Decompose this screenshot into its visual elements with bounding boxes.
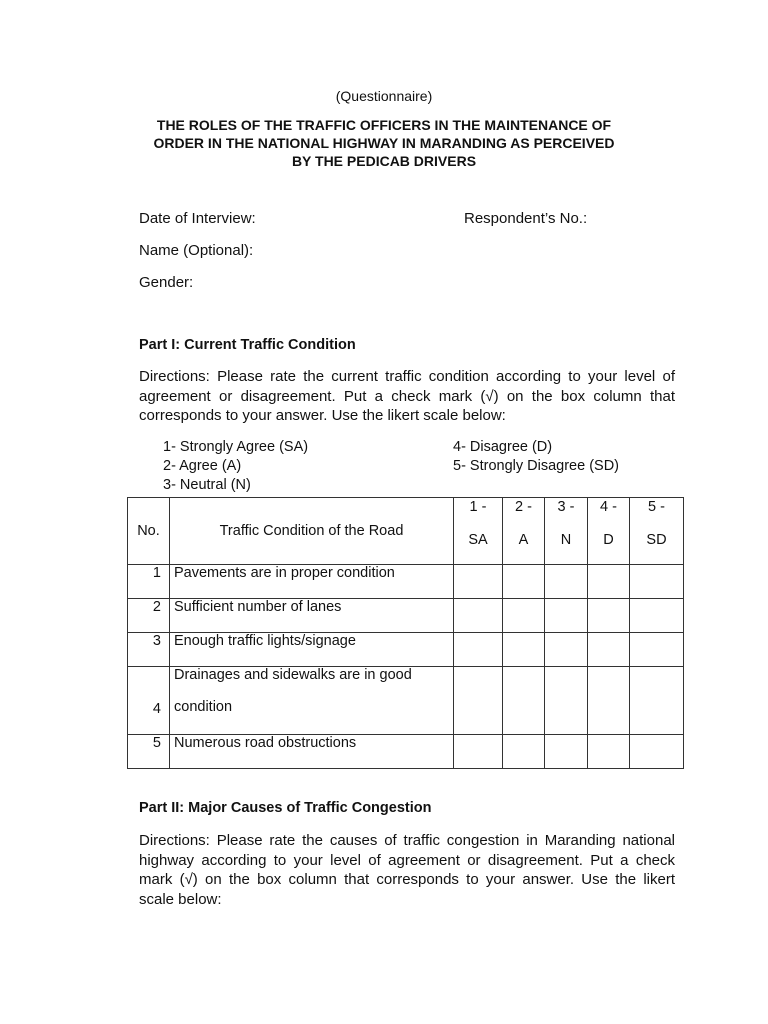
- column-header-d: [588, 498, 630, 565]
- name-label: Name (Optional):: [139, 242, 254, 259]
- likert-scale-left: [163, 438, 308, 495]
- document-subtitle: (Questionnaire): [335, 88, 433, 104]
- rating-cell-d[interactable]: [588, 735, 630, 769]
- table-header-row: [128, 498, 684, 565]
- rating-cell-d[interactable]: [588, 565, 630, 599]
- table-row: [128, 667, 684, 735]
- column-num-3: 3 -: [557, 499, 575, 515]
- column-abbr-n: N: [560, 532, 572, 548]
- no-column-header: No.: [128, 498, 170, 565]
- part1-directions: [139, 367, 675, 426]
- rating-cell-a[interactable]: [503, 735, 545, 769]
- rating-cell-n[interactable]: [545, 599, 588, 633]
- part2-heading: Part II: Major Causes of Traffic Congestion: [139, 800, 432, 816]
- part2-directions-line-2: highway according to your level of agreement or disagreement. Put a check: [139, 851, 675, 869]
- column-abbr-a: A: [518, 532, 529, 548]
- scale-item-1: 1- Strongly Agree (SA): [163, 439, 309, 455]
- rating-cell-sd[interactable]: [630, 633, 684, 667]
- rating-cell-d[interactable]: [588, 599, 630, 633]
- row-text: Enough traffic lights/signage: [170, 633, 454, 667]
- row-text: Sufficient number of lanes: [170, 599, 454, 633]
- rating-cell-d[interactable]: [588, 667, 630, 735]
- column-header-sd: [630, 498, 684, 565]
- title-line-1: THE ROLES OF THE TRAFFIC OFFICERS IN THE MAINTENANCE OF: [156, 117, 612, 133]
- rating-cell-n[interactable]: [545, 565, 588, 599]
- rating-cell-n[interactable]: [545, 667, 588, 735]
- column-header-n: [545, 498, 588, 565]
- row-number: 2: [128, 599, 170, 633]
- column-num-4: 4 -: [600, 499, 617, 515]
- column-num-1: 1 -: [469, 499, 487, 515]
- title-line-2: ORDER IN THE NATIONAL HIGHWAY IN MARANDING AS PERCEIVED: [153, 135, 615, 151]
- scale-item-4: 4- Disagree (D): [453, 439, 553, 455]
- scale-item-3: 3- Neutral (N): [163, 477, 251, 493]
- part1-directions-line-3: corresponds to your answer. Use the likert scale below:: [139, 407, 506, 424]
- table-row: [128, 633, 684, 667]
- row-text-line-2: condition: [174, 699, 233, 715]
- part1-directions-line-2: agreement or disagreement. Put a check mark (√) on the box column that: [139, 387, 675, 405]
- gender-label: Gender:: [139, 274, 194, 291]
- rating-cell-sd[interactable]: [630, 735, 684, 769]
- part1-heading: Part I: Current Traffic Condition: [139, 337, 356, 353]
- table-row: [128, 735, 684, 769]
- date-of-interview-label: Date of Interview:: [139, 210, 256, 227]
- column-abbr-sa: SA: [468, 532, 488, 548]
- rating-cell-d[interactable]: [588, 633, 630, 667]
- row-text: [170, 667, 454, 735]
- likert-scale-right: [453, 438, 619, 476]
- rating-cell-sa[interactable]: [454, 667, 503, 735]
- table-row: [128, 599, 684, 633]
- row-text: Numerous road obstructions: [170, 735, 454, 769]
- scale-item-5: 5- Strongly Disagree (SD): [453, 458, 619, 474]
- title-line-3: BY THE PEDICAB DRIVERS: [291, 153, 477, 169]
- rating-cell-n[interactable]: [545, 633, 588, 667]
- rating-cell-sa[interactable]: [454, 735, 503, 769]
- row-number: 4: [128, 667, 170, 735]
- column-header-a: [503, 498, 545, 565]
- rating-cell-sa[interactable]: [454, 633, 503, 667]
- rating-cell-a[interactable]: [503, 565, 545, 599]
- rating-cell-a[interactable]: [503, 667, 545, 735]
- part1-directions-line-1: Directions: Please rate the current traffic condition according to your level of: [139, 368, 675, 385]
- rating-cell-sd[interactable]: [630, 667, 684, 735]
- part2-directions-line-1: Directions: Please rate the causes of traffic congestion in Maranding national: [139, 832, 675, 849]
- rating-cell-sa[interactable]: [454, 565, 503, 599]
- document-title: [0, 116, 768, 170]
- condition-column-header: Traffic Condition of the Road: [170, 498, 454, 565]
- rating-cell-sa[interactable]: [454, 599, 503, 633]
- rating-cell-n[interactable]: [545, 735, 588, 769]
- column-abbr-d: D: [603, 532, 614, 548]
- rating-cell-a[interactable]: [503, 599, 545, 633]
- part2-directions-line-3: mark (√) on the box column that corresponds to your answer. Use the likert: [139, 871, 675, 888]
- row-number: 3: [128, 633, 170, 667]
- traffic-condition-table: [127, 497, 684, 769]
- column-num-5: 5 -: [648, 499, 665, 515]
- row-text: Pavements are in proper condition: [170, 565, 454, 599]
- column-header-sa: [454, 498, 503, 565]
- row-number: 5: [128, 735, 170, 769]
- part2-directions: [139, 831, 675, 909]
- rating-cell-a[interactable]: [503, 633, 545, 667]
- respondent-number-label: Respondent’s No.:: [464, 210, 588, 227]
- row-number: 1: [128, 565, 170, 599]
- row-text-line-1: Drainages and sidewalks are in good: [174, 667, 412, 683]
- table-row: [128, 565, 684, 599]
- scale-item-2: 2- Agree (A): [163, 458, 242, 474]
- part2-directions-line-4: scale below:: [139, 890, 222, 908]
- column-num-2: 2 -: [515, 499, 532, 515]
- rating-cell-sd[interactable]: [630, 599, 684, 633]
- column-abbr-sd: SD: [646, 532, 667, 548]
- rating-cell-sd[interactable]: [630, 565, 684, 599]
